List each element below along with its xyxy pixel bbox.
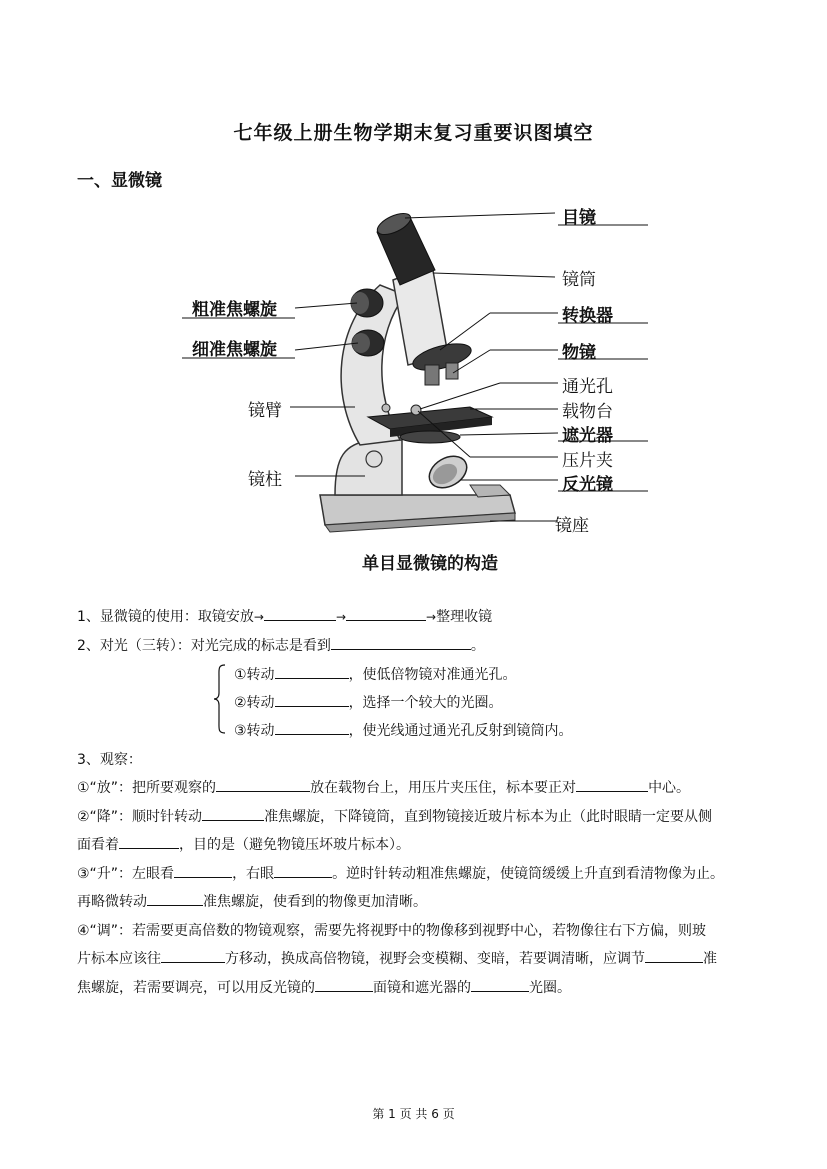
blank[interactable] bbox=[216, 777, 310, 792]
q2-item-a: ①转动 bbox=[234, 667, 275, 683]
label-arm: 镜臂 bbox=[248, 401, 282, 421]
figure-caption: 单目显微镜的构造 bbox=[362, 554, 498, 574]
label-clip: 压片夹 bbox=[562, 451, 613, 471]
page-title: 七年级上册生物学期末复习重要识图填空 bbox=[233, 122, 594, 144]
label-eyepiece: 目镜 bbox=[562, 208, 596, 228]
obs-text: ①“放”：把所要观察的 bbox=[77, 780, 217, 796]
observe-step-1 bbox=[77, 777, 690, 797]
blank[interactable] bbox=[119, 834, 179, 849]
obs-text: 准焦螺旋，下降镜筒，直到物镜接近玻片标本为止（此时眼睛一定要从侧 bbox=[264, 809, 713, 825]
q2-item-1 bbox=[234, 664, 517, 684]
observe-step-2 bbox=[77, 806, 712, 826]
observe-step-4c bbox=[77, 977, 571, 997]
microscope-figure bbox=[170, 195, 660, 585]
observe-step-2b bbox=[77, 834, 410, 854]
q2-item-b: ，使光线通过通光孔反射到镜筒内。 bbox=[348, 723, 573, 739]
blank[interactable] bbox=[576, 777, 648, 792]
obs-text: 准焦螺旋，使看到的物像更加清晰。 bbox=[203, 894, 427, 910]
blank[interactable] bbox=[645, 948, 703, 963]
obs-text: 准 bbox=[703, 951, 717, 967]
observe-step-3 bbox=[77, 863, 724, 883]
page-footer: 第 1 页 共 6 页 bbox=[372, 1107, 455, 1121]
q1-suffix: 整理收镜 bbox=[436, 609, 493, 625]
arrow-icon: → bbox=[426, 610, 437, 624]
observe-step-4: ④“调”：若需要更高倍数的物镜观察，需要先将视野中的物像移到视野中心，若物像往右下方偏，则玻 bbox=[77, 923, 707, 939]
obs-text: 放在载物台上，用压片夹压住，标本要正对 bbox=[310, 780, 577, 796]
label-base: 镜座 bbox=[555, 516, 589, 536]
blank[interactable] bbox=[274, 863, 332, 878]
blank[interactable] bbox=[202, 806, 264, 821]
blank[interactable] bbox=[275, 692, 349, 707]
label-pillar: 镜柱 bbox=[248, 470, 282, 490]
blank[interactable] bbox=[174, 863, 232, 878]
obs-text: 方移动，换成高倍物镜，视野会变模糊、变暗，若要调清晰，应调节 bbox=[225, 951, 645, 967]
obs-text: ②“降”：顺时针转动 bbox=[77, 809, 203, 825]
obs-text: 再略微转动 bbox=[77, 894, 147, 910]
obs-text: 中心。 bbox=[648, 780, 691, 796]
section-heading: 一、显微镜 bbox=[77, 171, 162, 191]
observe-step-4b bbox=[77, 948, 717, 968]
blank[interactable] bbox=[315, 977, 373, 992]
question-1 bbox=[77, 606, 492, 626]
label-stage-hole: 通光孔 bbox=[562, 377, 613, 397]
obs-text: ③“升”：左眼看 bbox=[77, 866, 175, 882]
obs-text: 。逆时针转动粗准焦螺旋，使镜筒缓缓上升直到看清物像为止。 bbox=[332, 866, 725, 882]
q2-suffix: 。 bbox=[470, 638, 485, 654]
blank[interactable] bbox=[147, 891, 203, 906]
q1-prefix: 1、显微镜的使用：取镜安放 bbox=[77, 609, 254, 625]
blank[interactable] bbox=[161, 948, 225, 963]
q2-item-a: ②转动 bbox=[234, 695, 275, 711]
label-tube: 镜筒 bbox=[562, 270, 596, 290]
blank[interactable] bbox=[346, 606, 426, 621]
blank[interactable] bbox=[264, 606, 336, 621]
arrow-icon: → bbox=[253, 610, 264, 624]
observe-step-3b bbox=[77, 891, 427, 911]
obs-text: 焦螺旋，若需要调亮，可以用反光镜的 bbox=[77, 980, 315, 996]
q2-item-2 bbox=[234, 692, 503, 712]
obs-text: ，目的是（避免物镜压坏玻片标本）。 bbox=[179, 837, 410, 853]
q2-item-b: ，选择一个较大的光圈。 bbox=[348, 695, 503, 711]
label-mirror: 反光镜 bbox=[562, 475, 613, 495]
blank[interactable] bbox=[331, 635, 471, 650]
question-3: 3、观察： bbox=[77, 752, 142, 768]
obs-text: ，右眼 bbox=[232, 866, 275, 882]
q2-item-a: ③转动 bbox=[234, 723, 275, 739]
question-2 bbox=[77, 635, 485, 655]
obs-text: 面镜和遮光器的 bbox=[373, 980, 471, 996]
blank[interactable] bbox=[275, 720, 349, 735]
obs-text: 片标本应该往 bbox=[77, 951, 161, 967]
blank[interactable] bbox=[275, 664, 349, 679]
label-objective: 物镜 bbox=[562, 343, 596, 363]
obs-text: 光圈。 bbox=[529, 980, 571, 996]
label-stage: 载物台 bbox=[562, 402, 613, 422]
q2-item-3 bbox=[234, 720, 573, 740]
blank[interactable] bbox=[471, 977, 529, 992]
label-fine-focus: 细准焦螺旋 bbox=[192, 340, 277, 360]
label-diaphragm: 遮光器 bbox=[562, 426, 613, 446]
obs-text: 面看着 bbox=[77, 837, 119, 853]
arrow-icon: → bbox=[335, 610, 347, 624]
q2-item-b: ，使低倍物镜对准通光孔。 bbox=[348, 667, 517, 683]
label-nosepiece: 转换器 bbox=[562, 306, 613, 326]
brace-icon bbox=[213, 663, 227, 735]
q2-prefix: 2、对光（三转）：对光完成的标志是看到 bbox=[77, 638, 331, 654]
label-coarse-focus: 粗准焦螺旋 bbox=[192, 300, 277, 320]
